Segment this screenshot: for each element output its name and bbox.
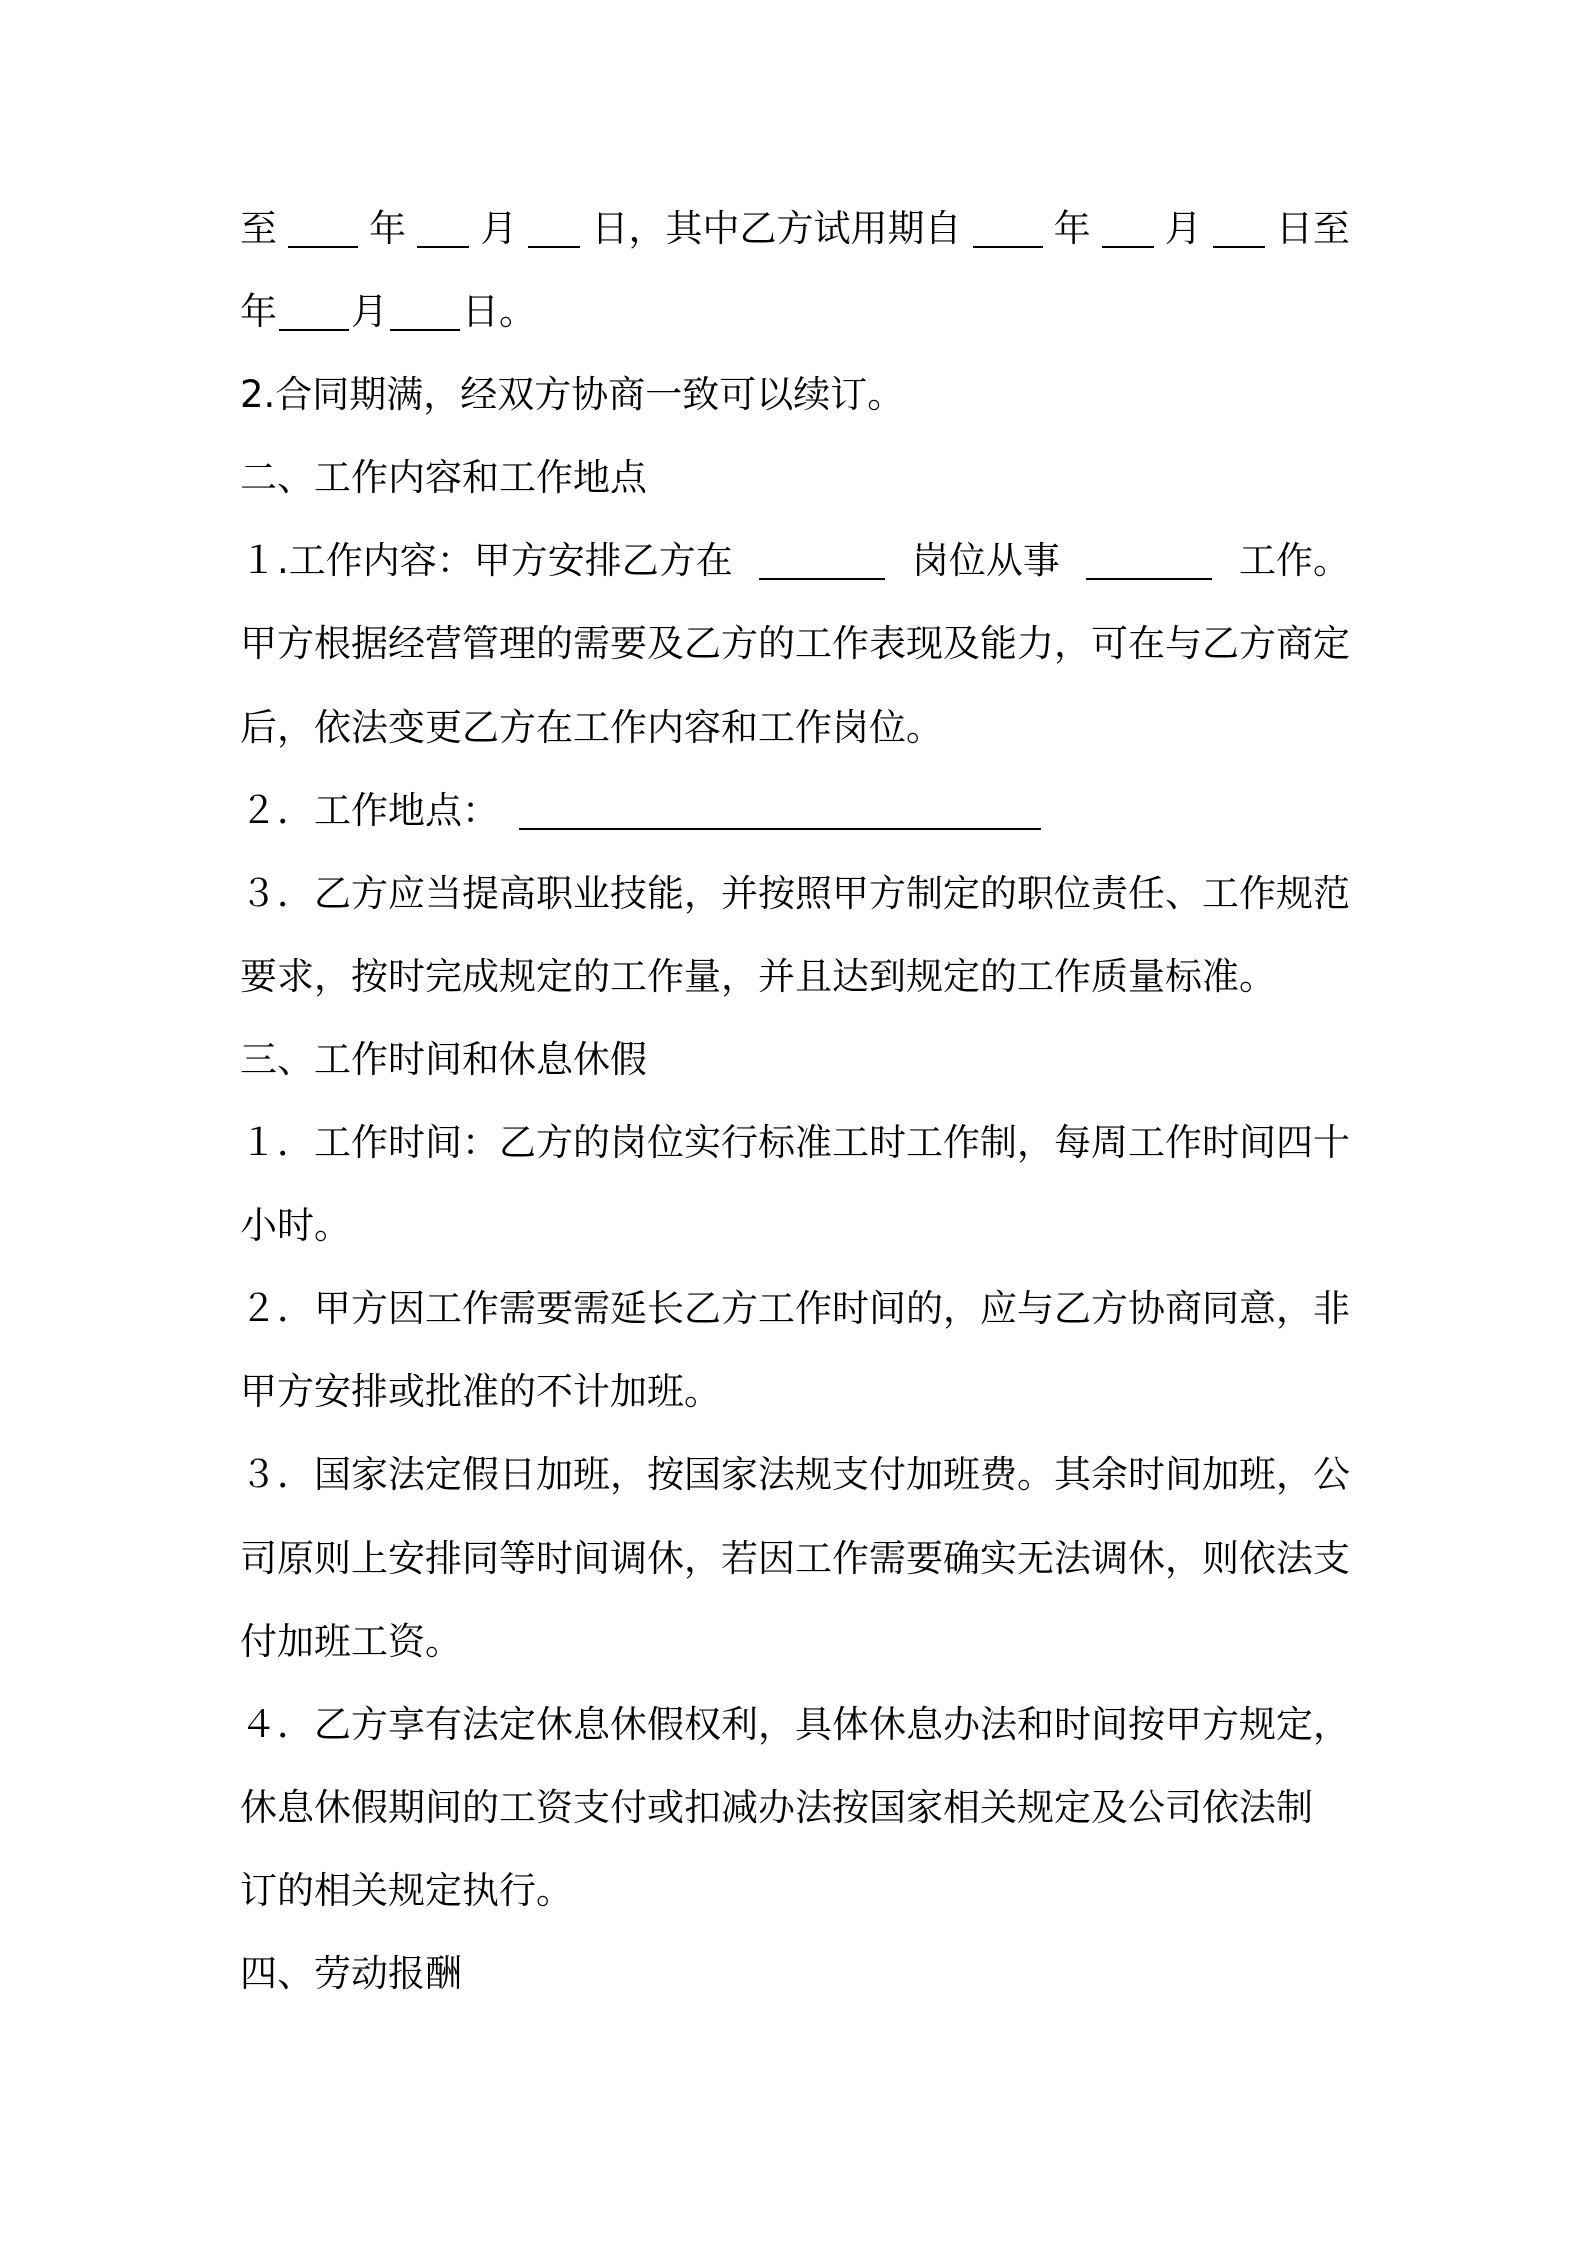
contract-term-dates bbox=[240, 208, 1350, 250]
text-segment: ２．工作地点： bbox=[240, 788, 499, 832]
text-segment: 月 bbox=[1164, 207, 1202, 250]
paragraph-line: 司原则上安排同等时间调休，若因工作需要确实无法调休，则依法支 bbox=[240, 1536, 1350, 1580]
text-segment: 月 bbox=[480, 207, 518, 250]
position-blank bbox=[759, 578, 885, 580]
paragraph-line: 要求，按时完成规定的工作量，并且达到规定的工作质量标准。 bbox=[240, 954, 1276, 998]
section-heading-2: 二、工作内容和工作地点 bbox=[240, 456, 647, 500]
paragraph-line: ２．甲方因工作需要需延长乙方工作时间的，应与乙方协商同意，非 bbox=[240, 1287, 1350, 1331]
text-segment: 至 bbox=[240, 207, 277, 250]
text-segment: 年 bbox=[1053, 207, 1091, 250]
text-segment: 工作。 bbox=[1238, 539, 1350, 583]
renewal-clause: 2.合同期满，经双方协商一致可以续订。 bbox=[240, 373, 905, 417]
paragraph-line: 付加班工资。 bbox=[240, 1619, 462, 1663]
year-blank bbox=[288, 246, 358, 248]
work-location-clause bbox=[240, 790, 1350, 832]
text-segment: 月 bbox=[351, 290, 388, 334]
text-segment: 日至 bbox=[1275, 207, 1350, 250]
probation-day-blank bbox=[1213, 246, 1265, 248]
work-location-blank bbox=[519, 828, 1041, 830]
year-blank bbox=[279, 329, 349, 331]
probation-end-date bbox=[240, 291, 1350, 333]
section-heading-4: 四、劳动报酬 bbox=[240, 1951, 462, 1995]
contract-page bbox=[240, 208, 1350, 2036]
paragraph-line: 甲方根据经营管理的需要及乙方的工作表现及能力，可在与乙方商定 bbox=[240, 622, 1350, 666]
paragraph-line: 小时。 bbox=[240, 1204, 351, 1248]
day-blank bbox=[528, 246, 580, 248]
text-segment: 日，其中乙方试用期自 bbox=[591, 207, 962, 250]
paragraph-line: 订的相关规定执行。 bbox=[240, 1868, 573, 1912]
job-content-clause bbox=[240, 540, 1350, 582]
month-blank bbox=[417, 246, 469, 248]
paragraph-line: 休息休假期间的工资支付或扣减办法按国家相关规定及公司依法制 bbox=[240, 1785, 1313, 1829]
paragraph-line: １．工作时间：乙方的岗位实行标准工时工作制，每周工作时间四十 bbox=[240, 1121, 1350, 1165]
paragraph-line: 甲方安排或批准的不计加班。 bbox=[240, 1370, 721, 1414]
probation-year-blank bbox=[973, 246, 1043, 248]
text-segment: １.工作内容：甲方安排乙方在 bbox=[240, 539, 733, 583]
paragraph-line: ４．乙方享有法定休息休假权利，具体休息办法和时间按甲方规定， bbox=[240, 1702, 1350, 1746]
text-segment: 日。 bbox=[462, 290, 536, 334]
paragraph-line: ３．乙方应当提高职业技能，并按照甲方制定的职位责任、工作规范 bbox=[240, 871, 1350, 915]
work-blank bbox=[1086, 578, 1212, 580]
probation-month-blank bbox=[1102, 246, 1154, 248]
section-heading-3: 三、工作时间和休息休假 bbox=[240, 1037, 647, 1081]
text-segment: 年 bbox=[369, 207, 407, 250]
paragraph-line: ３．国家法定假日加班，按国家法规支付加班费。其余时间加班，公 bbox=[240, 1453, 1350, 1497]
paragraph-line: 后，依法变更乙方在工作内容和工作岗位。 bbox=[240, 705, 943, 749]
text-segment: 年 bbox=[240, 290, 277, 334]
text-segment: 岗位从事 bbox=[911, 539, 1060, 583]
month-blank bbox=[390, 329, 460, 331]
